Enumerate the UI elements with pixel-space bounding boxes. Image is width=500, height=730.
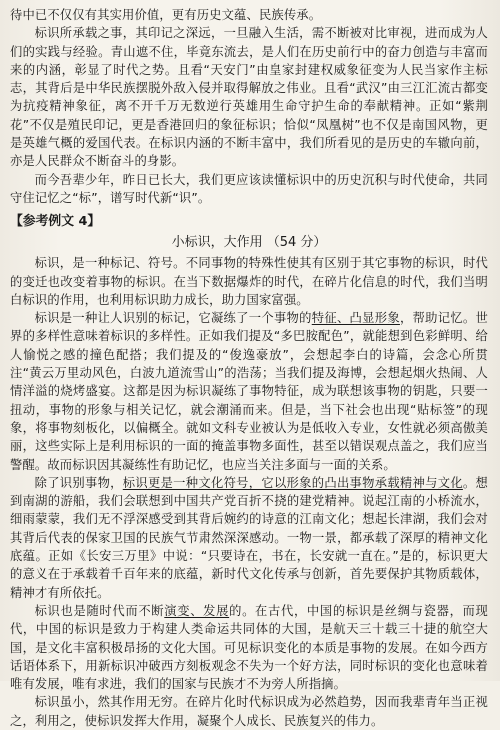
p4-text-before: 标识也是随时代而不断	[34, 603, 165, 618]
p3-text-before: 除了识别事物，	[34, 475, 123, 490]
essay-paragraph-3	[10, 474, 488, 602]
p2-text-after: ，帮助记忆。世界的多样性意味着标识的多样性。正如我们提及“多巴胺配色”，就能想到色彩鲜明、给人愉悦之感的撞色配搭；我们提及的“俊逸豪放”，会想起李白的诗篇，会念心所贯注“黄云万里动风色，白波九道流雪山”的浩荡；当我们提及海博，会想起烟火热闹、人情洋溢的烧烤盛宴。这都是因为标识凝练了事物特征，成为联想该事物的钥匙，只要一扭动，事物的形象与相关记忆，就会潮涌而来。但是，当下社会也出现“贴标签”的现象，将事物刻板化，以偏概全。就如文科专业被认为是低收入专业，女性就必须高傲美丽，这些实际上是利用标识的一面的掩盖事物多面性，甚至以错误观点盖之，我们应当警醒。故而标识因其凝练性有助记忆，也应当关注多面与一面的关系。	[10, 311, 488, 472]
essay-title: 小标识，大作用	[171, 235, 263, 251]
intro-continuation-paragraph: 待中已不仅仅有其实用价值，更有历史文蕴、民族传承。	[10, 8, 322, 22]
essay-score: （54 分）	[266, 235, 327, 251]
p2-text-before: 标识是一种让人识别的标记，它凝练了一个事物的	[34, 311, 312, 326]
p4-text-after: 的。在古代，中国的标识是丝绸与瓷器，而现代，中国的标识是致力于构建人类命运共同体的大国，是航天三十载三十捷的航空大国，是文化丰富积极昂扬的文化大国。可见标识变化的本质是事物的发展。在如今西方话语体系下，用新标识冲破西方刻板观念不失为一个好方法，同时标识的变化也意味着唯有发展，唯有求进，我们的国家与民族才不为旁人所指摘。	[10, 603, 488, 692]
p3-text-after: 。想到南湖的游船，我们会联想到中国共产党百折不挠的建党精神。说起江南的小桥流水，细雨蒙蒙，我们无不浮深感受到其背后婉约的诗意的江南文化；想起长津湖，我们会对其背后代表的保家卫国的民族气节肃然深深感动。一物一景，都承载了深厚的精神文化底蕴。正如《长安三万里》中说：“只要诗在，书在，长安就一直在。”是的，标识更大的意义在于承载着千百年来的底蕴，新时代文化传承与创新，首先要保护其物质载体，精神才有所依托。	[10, 475, 488, 600]
essay-title-line	[10, 233, 488, 252]
p3-underlined-phrase: 标识更是一种文化符号，它以形象的凸出事物承载精神与文化	[122, 475, 463, 490]
essay-paragraph-4	[10, 602, 488, 693]
essay-paragraph-1: 标识，是一种标记、符号。不同事物的特殊性使其有区别于其它事物的标识，时代的变迁也改变着事物的标识。在当下数据爆炸的时代，在碎片化信息的时代，我们当明白标识的作用，也利用标识助力成长，助力国家富强。	[10, 256, 488, 307]
reference-essay-label: 【参考例文 4】	[10, 214, 101, 230]
p2-underlined-phrase: 特征、凸显形象	[311, 311, 400, 326]
p4-underlined-phrase: 演变、发展	[164, 603, 230, 618]
intro-paragraph-2: 标识所承载之事，其印记之深远，一旦融入生活，需不断被对比审视，进而成为人们的实践与经验。青山遮不住，毕竟东流去，是人们在历史前行中的奋力创造与丰富而来的内涵，彰显了时代之势。且看“天安门”由皇家封建权威象征变为人民当家作主标志，其背后是中华民族摆脱外敌入侵并取得解放之伟业。且看“武汉”由三江汇流古都变为抗疫精神象征，离不开千万无数逆行英雄用生命守护生命的奉献精神。正如“紫荆花”不仅是殖民印记，更是香港回归的象征标识；恰似“凤凰树”也不仅是南国风物，更是英雄气概的爱国代表。在标识内涵的不断丰富中，我们所看见的是历史的车辙向前，亦是人民群众不断奋斗的身影。	[10, 26, 488, 169]
essay-paragraph-5: 标识虽小，然其作用无穷。在碎片化时代标识成为必然趋势，因而我辈青年当正视之，利用之，使标识发挥大作用，凝聚个人成长、民族复兴的伟力。	[10, 695, 488, 728]
intro-paragraph-3: 而今吾辈少年，昨日已长大，我们更应该读懂标识中的历史沉积与时代使命，共同守住记忆之“标”，谱写时代新“识”。	[10, 172, 488, 205]
essay-paragraph-2	[10, 309, 488, 474]
